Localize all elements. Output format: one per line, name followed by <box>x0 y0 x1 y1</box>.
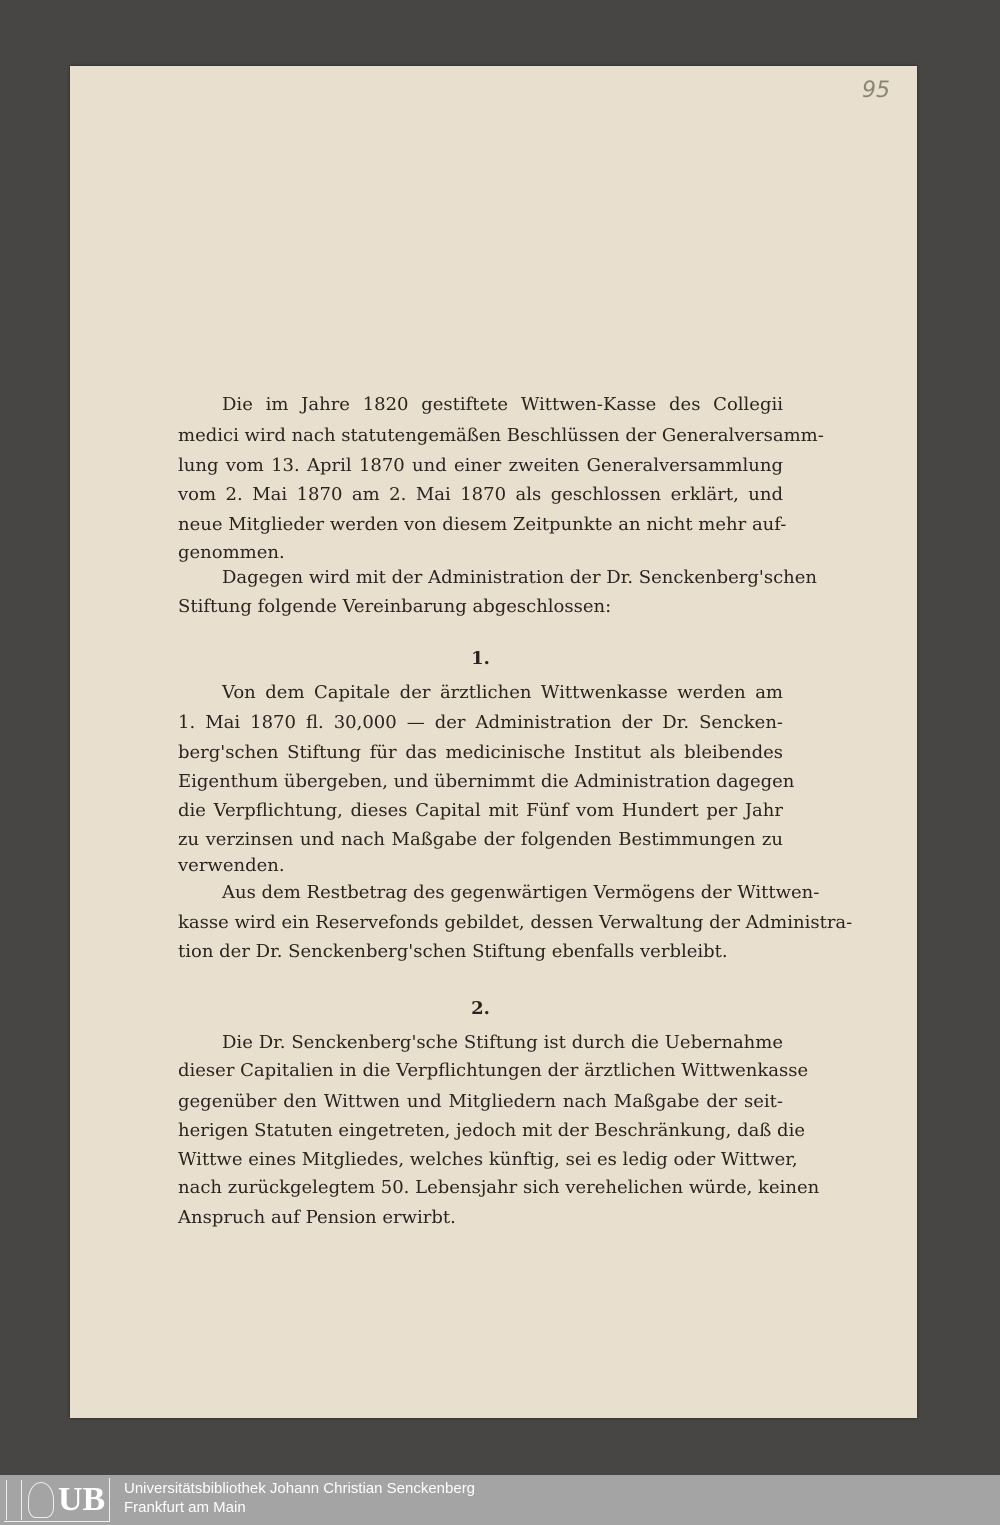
text-line: Die im Jahre 1820 gestiftete Wittwen-Kasse des Collegii <box>222 394 783 415</box>
text-line: Die Dr. Senckenberg'sche Stiftung ist durch die Uebernahme <box>222 1032 783 1053</box>
library-location: Frankfurt am Main <box>124 1499 246 1516</box>
portrait-icon <box>28 1482 54 1518</box>
text-line: herigen Statuten eingetreten, jedoch mit der Beschränkung, daß die <box>178 1120 805 1141</box>
columns-icon <box>6 1480 22 1520</box>
text-line: Anspruch auf Pension erwirbt. <box>178 1207 456 1228</box>
text-line: genommen. <box>178 542 285 563</box>
text-line: neue Mitglieder werden von diesem Zeitpunkte an nicht mehr auf- <box>178 514 787 535</box>
text-line: verwenden. <box>178 855 285 876</box>
library-name: Universitätsbibliothek Johann Christian Senckenberg <box>124 1480 476 1497</box>
text-line: zu verzinsen und nach Maßgabe der folgenden Bestimmungen zu <box>178 829 783 850</box>
text-line: tion der Dr. Senckenberg'schen Stiftung ebenfalls verbleibt. <box>178 941 728 962</box>
text-line: dieser Capitalien in die Verpflichtungen der ärztlichen Wittwenkasse <box>178 1060 809 1081</box>
logo-text: UB <box>58 1481 106 1518</box>
text-line: kasse wird ein Reservefonds gebildet, dessen Verwaltung der Administra- <box>178 912 853 933</box>
text-line: Aus dem Restbetrag des gegenwärtigen Vermögens der Wittwen- <box>222 882 820 903</box>
text-line: Eigenthum übergeben, und übernimmt die Administration dagegen <box>178 771 795 792</box>
section-number: 2. <box>471 998 490 1019</box>
text-line: die Verpflichtung, dieses Capital mit Fünf vom Hundert per Jahr <box>178 800 783 821</box>
text-line: gegenüber den Wittwen und Mitgliedern nach Maßgabe der seit- <box>178 1091 783 1112</box>
text-line: Von dem Capitale der ärztlichen Wittwenkasse werden am <box>222 682 783 703</box>
ub-logo <box>4 1478 110 1522</box>
text-line: Wittwe eines Mitgliedes, welches künftig, sei es ledig oder Wittwer, <box>178 1149 798 1170</box>
text-line: nach zurückgelegtem 50. Lebensjahr sich verehelichen würde, keinen <box>178 1177 820 1198</box>
handwritten-page-number: 95 <box>862 78 890 103</box>
text-line: vom 2. Mai 1870 am 2. Mai 1870 als geschlossen erklärt, und <box>178 484 783 505</box>
text-line: Stiftung folgende Vereinbarung abgeschlossen: <box>178 596 612 617</box>
text-line: medici wird nach statutengemäßen Beschlüssen der Generalversamm- <box>178 425 824 446</box>
text-line: Dagegen wird mit der Administration der Dr. Senckenberg'schen <box>222 567 817 588</box>
text-line: berg'schen Stiftung für das medicinische Institut als bleibendes <box>178 742 783 763</box>
text-line: lung vom 13. April 1870 und einer zweiten Generalversammlung <box>178 455 783 476</box>
text-line: 1. Mai 1870 fl. 30,000 — der Administration der Dr. Sencken- <box>178 712 783 733</box>
section-number: 1. <box>471 648 490 669</box>
